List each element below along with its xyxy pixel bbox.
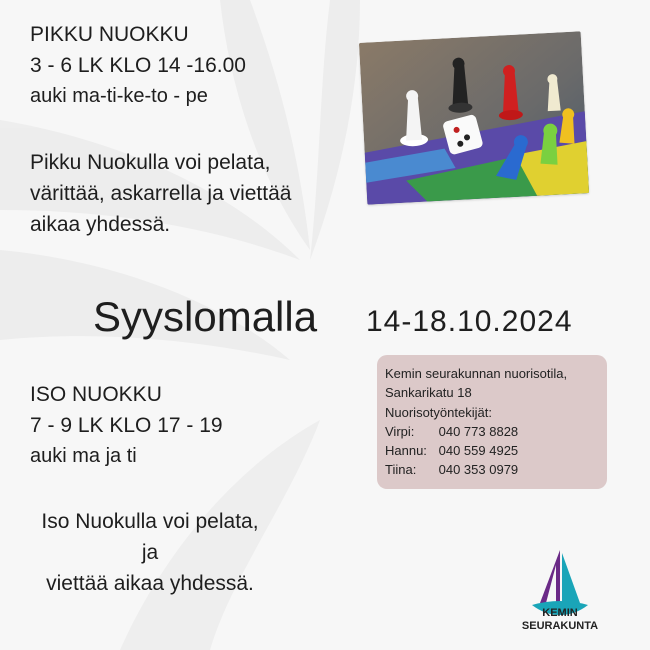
worker-phone: 040 559 4925 xyxy=(438,443,519,459)
pikku-title: PIKKU NUOKKU xyxy=(30,23,189,46)
pikku-grades: 3 - 6 LK KLO 14 -16.00 xyxy=(30,54,246,77)
contact-worker-row xyxy=(385,460,599,479)
logo-text xyxy=(510,607,610,633)
iso-days: auki ma ja ti xyxy=(30,445,137,467)
worker-phone: 040 773 8828 xyxy=(438,423,519,439)
pikku-days: auki ma-ti-ke-to - pe xyxy=(30,85,208,107)
iso-grades: 7 - 9 LK KLO 17 - 19 xyxy=(30,414,223,437)
logo-line-2: SEURAKUNTA xyxy=(521,620,599,632)
iso-title: ISO NUOKKU xyxy=(30,383,162,406)
iso-description xyxy=(30,506,270,599)
contact-address: Sankarikatu 18 xyxy=(385,385,472,401)
iso-desc-line-2: ja xyxy=(141,541,159,564)
worker-name: Virpi: xyxy=(385,423,415,439)
contact-worker-row xyxy=(385,422,599,441)
worker-name: Tiina: xyxy=(385,462,417,478)
pikku-desc-line-1: Pikku Nuokulla voi pelata, xyxy=(30,151,271,174)
pikku-desc-line-2: värittää, askarrella ja viettää xyxy=(30,182,292,205)
page-title: Syyslomalla xyxy=(93,293,318,340)
date-range: 14-18.10.2024 xyxy=(366,305,573,338)
contact-box xyxy=(377,355,607,489)
logo-line-1: KEMIN xyxy=(542,607,578,619)
contact-worker-row xyxy=(385,441,599,460)
iso-desc-line-1: Iso Nuokulla voi pelata, xyxy=(41,510,259,533)
worker-phone: 040 353 0979 xyxy=(438,462,519,478)
pikku-nuokku-section xyxy=(30,19,246,112)
pikku-description xyxy=(30,147,291,240)
contact-workers-label: Nuorisotyöntekijät: xyxy=(385,404,492,420)
iso-nuokku-section xyxy=(30,379,223,472)
worker-name: Hannu: xyxy=(385,443,427,459)
contact-place: Kemin seurakunnan nuorisotila, xyxy=(385,366,568,381)
board-game-pieces-icon xyxy=(359,31,589,204)
pikku-desc-line-3: aikaa yhdessä. xyxy=(30,213,171,236)
board-game-photo xyxy=(359,31,589,204)
iso-desc-line-3: viettää aikaa yhdessä. xyxy=(46,572,254,595)
